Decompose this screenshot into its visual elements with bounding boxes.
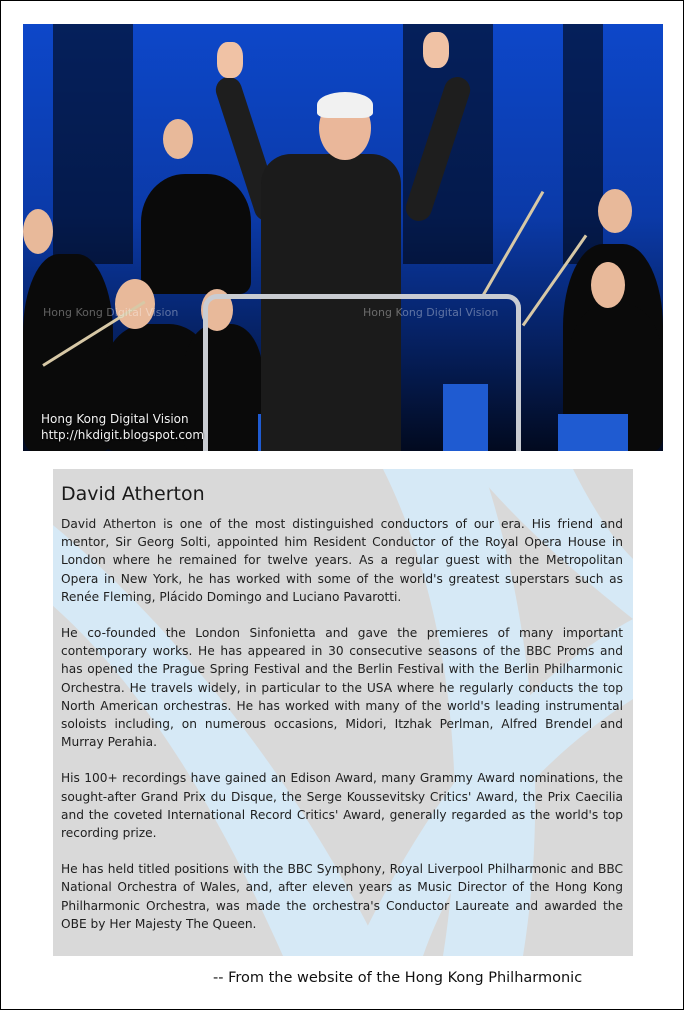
faint-watermark: Hong Kong Digital Vision: [363, 306, 499, 319]
watermark-name: Hong Kong Digital Vision: [41, 412, 189, 426]
stage-curtain: [563, 24, 603, 264]
musician-head: [163, 119, 193, 159]
musician-head: [591, 262, 625, 308]
bio-paragraph: He co-founded the London Sinfonietta and gave the premieres of many important contemporary works. He has appeared in 30 consecutive seasons of the BBC Proms and has opened the Prague Spring Festival and the Berlin Festival with the Berlin Philharmonic Orchestra. He travels widely, in particular to the USA where he regularly conducts the top North American orchestras. He has worked with many of the world's leading instrumental soloists including, on numerous occasions, Midori, Itzhak Perlman, Alfred Brendel and Murray Perahia.: [61, 626, 623, 750]
conductor-hair: [317, 92, 373, 118]
faint-watermark: Hong Kong Digital Vision: [43, 306, 179, 319]
conductor-hand: [217, 42, 243, 78]
musician-head: [115, 279, 155, 329]
music-stand: [558, 414, 628, 451]
bio-content: [61, 483, 623, 951]
photo-watermark: [41, 411, 204, 443]
watermark-url: http://hkdigit.blogspot.com: [41, 428, 205, 442]
musician-head: [23, 209, 53, 254]
musician-silhouette: [141, 174, 251, 294]
conductor-photo: [23, 24, 663, 451]
musician-head: [598, 189, 632, 233]
bio-box: [53, 469, 633, 956]
bio-title: David Atherton: [61, 483, 205, 505]
bio-paragraph: His 100+ recordings have gained an Edison Award, many Grammy Award nominations, the sought-after Grand Prix du Disque, the Serge Koussevitsky Critics' Award, the Prix Caecilia and the coveted International Record Critics' Award, generally regarded as the world's top recording prize.: [61, 771, 623, 841]
bio-paragraph: He has held titled positions with the BBC Symphony, Royal Liverpool Philharmonic and BBC National Orchestra of Wales, and, after eleven years as Music Director of the Hong Kong Philharmonic Orchestra, was made the orchestra's Conductor Laureate and awarded the OBE by Her Majesty The Queen.: [61, 862, 623, 931]
conductor-hand: [423, 32, 449, 68]
source-credit: -- From the website of the Hong Kong Philharmonic: [213, 970, 583, 986]
bio-paragraph: David Atherton is one of the most distinguished conductors of our era. His friend and mentor, Sir Georg Solti, appointed him Resident Conductor of the Royal Opera House in London where he remained for twelve years. As a regular guest with the Metropolitan Opera in New York, he has worked with some of the world's greatest superstars such as Renée Fleming, Plácido Domingo and Luciano Pavarotti.: [61, 517, 623, 604]
stage-curtain: [53, 24, 133, 264]
